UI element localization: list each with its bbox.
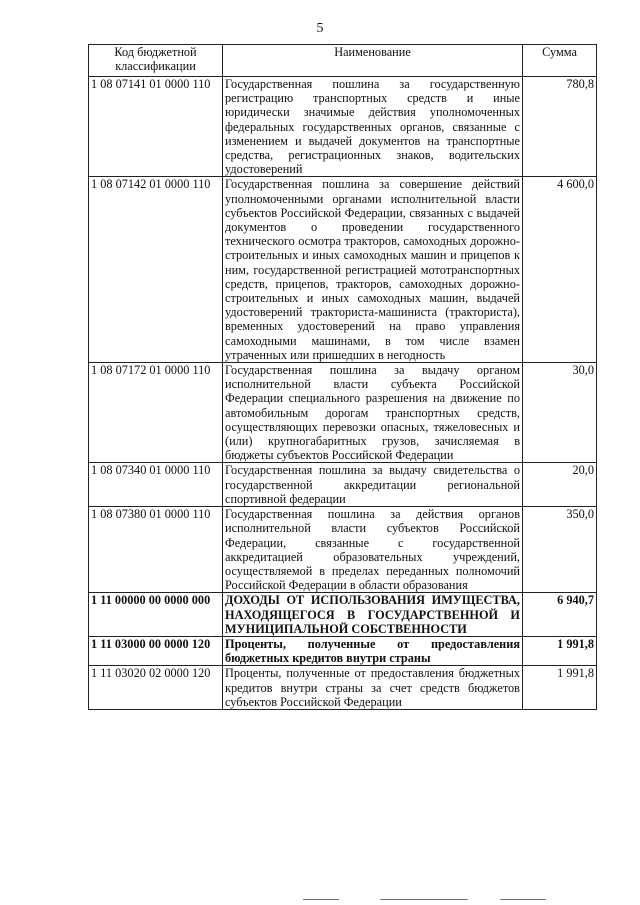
row-sum: 1 991,8: [523, 636, 597, 665]
row-name: Государственная пошлина за совершение действий уполномоченными органами исполнительной власти субъектов Российской Федерации, связанных с выдачей документов о проведении государственного технического осмотра тракторов, самоходных дорожно-строительных и иных самоходных машин и прицепов к ним, государственной регистрацией мототранспортных средств, прицепов, тракторов, самоходных дорожно-строительных и иных самоходных машин, выдачей удостоверений тракториста-машиниста (тракториста), временных удостоверений на право управления самоходными машинами, в том числе взамен утраченных или пришедших в негодность: [223, 177, 523, 363]
row-sum: 1 991,8: [523, 666, 597, 710]
row-name: Государственная пошлина за выдачу органом исполнительной власти субъекта Российской Федерации специального разрешения на движение по автомобильным дорогам транспортных средств, осуществляющих перевозки опасных, тяжеловесных и (или) крупногабаритных грузов, зачисляемая в бюджеты субъектов Российской Федерации: [223, 363, 523, 463]
row-sum: 780,8: [523, 77, 597, 177]
row-code: 1 08 07380 01 0000 110: [89, 507, 223, 593]
row-name: ДОХОДЫ ОТ ИСПОЛЬЗОВАНИЯ ИМУЩЕСТВА, НАХОДЯЩЕГОСЯ В ГОСУДАРСТВЕННОЙ И МУНИЦИПАЛЬНОЙ СОБСТВЕННОСТИ: [223, 593, 523, 637]
row-code: 1 11 03020 02 0000 120: [89, 666, 223, 710]
row-sum: 4 600,0: [523, 177, 597, 363]
row-code: 1 08 07142 01 0000 110: [89, 177, 223, 363]
row-code: 1 08 07172 01 0000 110: [89, 363, 223, 463]
row-name: Государственная пошлина за государственную регистрацию транспортных средств и иные юридически значимые действия уполномоченных федеральных государственных органов, связанные с изменением и выдачей документов на транспортные средства, регистрационных знаков, водительских удостоверений: [223, 77, 523, 177]
table-body: [89, 77, 597, 710]
table-row: [89, 666, 597, 710]
row-name: Государственная пошлина за действия органов исполнительной власти субъектов Российской Федерации, связанные с государственной аккредитацией образовательных учреждений, осуществляемой в пределах переданных полномочий Российской Федерации в области образования: [223, 507, 523, 593]
table-row: [89, 463, 597, 507]
footer-rule: [380, 899, 468, 900]
row-sum: 350,0: [523, 507, 597, 593]
header-code: Код бюджетной классификации: [89, 45, 223, 77]
row-name: Проценты, полученные от предоставления бюджетных кредитов внутри страны за счет средств бюджетов субъектов Российской Федерации: [223, 666, 523, 710]
table-row: [89, 636, 597, 665]
row-name: Государственная пошлина за выдачу свидетельства о государственной аккредитации региональной спортивной федерации: [223, 463, 523, 507]
footer-rule: [303, 899, 339, 900]
header-sum: Сумма: [523, 45, 597, 77]
row-sum: 20,0: [523, 463, 597, 507]
row-name: Проценты, полученные от предоставления бюджетных кредитов внутри страны: [223, 636, 523, 665]
table-row: [89, 177, 597, 363]
row-sum: 6 940,7: [523, 593, 597, 637]
table-header-row: [89, 45, 597, 77]
table-row: [89, 363, 597, 463]
row-code: 1 08 07340 01 0000 110: [89, 463, 223, 507]
row-sum: 30,0: [523, 363, 597, 463]
header-name: Наименование: [223, 45, 523, 77]
table-row: [89, 77, 597, 177]
row-code: 1 11 00000 00 0000 000: [89, 593, 223, 637]
row-code: 1 08 07141 01 0000 110: [89, 77, 223, 177]
budget-table: [88, 44, 597, 710]
row-code: 1 11 03000 00 0000 120: [89, 636, 223, 665]
table-row: [89, 507, 597, 593]
footer-rule: [500, 899, 546, 900]
page-number: 5: [316, 21, 324, 36]
table-row: [89, 593, 597, 637]
